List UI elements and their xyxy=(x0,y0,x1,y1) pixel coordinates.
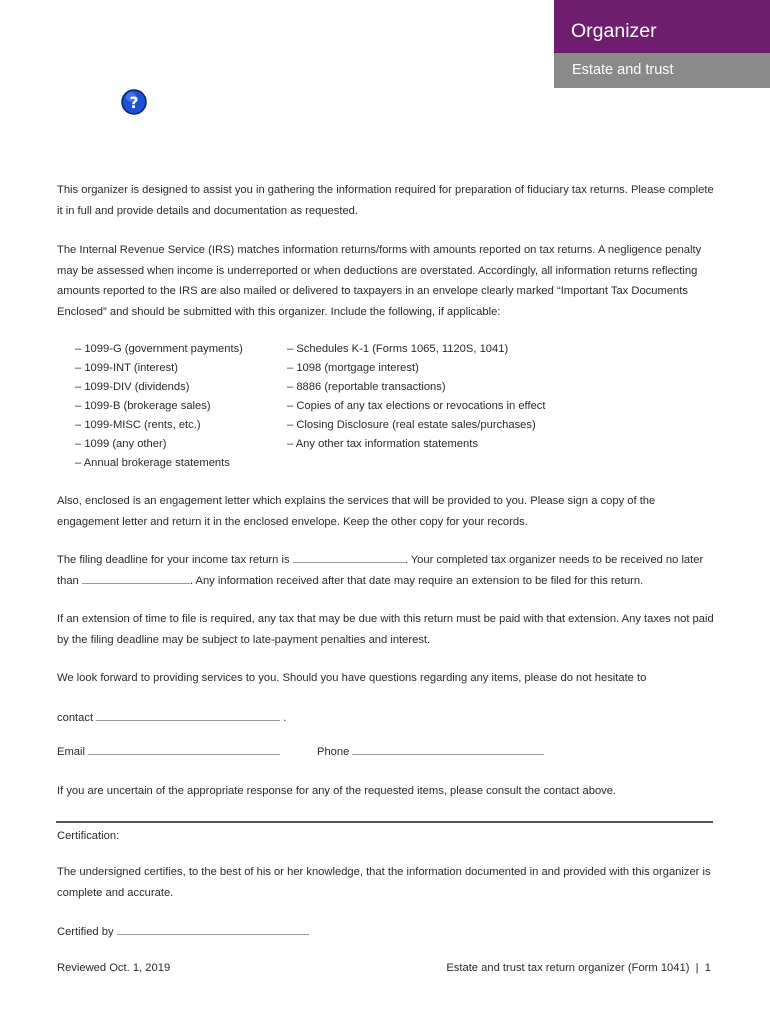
certification-heading: Certification: xyxy=(57,830,120,842)
forward-paragraph: We look forward to providing services to you. Should you have questions regarding any items, please do not hesitate to xyxy=(57,672,647,684)
uncertain-paragraph: If you are uncertain of the appropriate response for any of the requested items, please consult the contact above. xyxy=(57,785,617,797)
list-item: – Annual brokerage statements xyxy=(75,457,230,469)
list-item: – 1098 (mortgage interest) xyxy=(287,362,419,374)
list-item: – 8886 (reportable transactions) xyxy=(287,381,446,393)
receive-by-date-field[interactable] xyxy=(82,571,190,584)
email-field[interactable] xyxy=(88,742,280,755)
deadline-text-c: . Any information received after that date may require an extension to be filed for this return. xyxy=(189,574,644,587)
email-label: Email xyxy=(57,746,85,758)
certification-text: The undersigned certifies, to the best of his or her knowledge, that the information documented in and provided with this organizer is complete and accurate. xyxy=(57,866,711,899)
engagement-paragraph: Also, enclosed is an engagement letter which explains the services that will be provided to you. Please sign a copy of the engagement letter and return it in the enclosed envelope. Keep the other copy for your records. xyxy=(57,495,656,528)
header-box xyxy=(554,0,770,88)
list-item: – 1099-DIV (dividends) xyxy=(75,381,190,393)
extension-paragraph: If an extension of time to file is required, any tax that may be due with this return must be paid with that extension. Any taxes not paid by the filing deadline may be subject to late-payment penalties and interest. xyxy=(57,613,714,646)
phone-label: Phone xyxy=(317,746,350,758)
organizer-title: Organizer xyxy=(554,0,770,53)
email-row xyxy=(57,742,280,758)
footer-reviewed-date: Reviewed Oct. 1, 2019 xyxy=(57,962,171,974)
list-item: – 1099-B (brokerage sales) xyxy=(75,400,211,412)
organizer-subtitle: Estate and trust xyxy=(554,53,770,88)
phone-row xyxy=(317,742,544,758)
documents-list-left xyxy=(75,340,243,473)
contact-field[interactable] xyxy=(96,708,280,721)
list-item: – 1099-MISC (rents, etc.) xyxy=(75,419,201,431)
footer-form-title: Estate and trust tax return organizer (Form 1041) | 1 xyxy=(446,962,711,974)
certified-by-row xyxy=(57,922,309,938)
intro-paragraph: This organizer is designed to assist you in gathering the information required for preparation of fiduciary tax returns. Please complete it in full and provide details and documentation as requested. xyxy=(57,184,714,217)
certified-by-label: Certified by xyxy=(57,926,114,938)
question-mark-icon[interactable] xyxy=(121,89,147,115)
svg-text:?: ? xyxy=(129,93,139,112)
list-item: – 1099-G (government payments) xyxy=(75,343,243,355)
contact-period: . xyxy=(283,712,287,724)
section-divider xyxy=(56,821,713,823)
list-item: – Any other tax information statements xyxy=(287,438,478,450)
list-item: – 1099-INT (interest) xyxy=(75,362,179,374)
list-item: – Closing Disclosure (real estate sales/purchases) xyxy=(287,419,536,431)
filing-deadline-field[interactable] xyxy=(293,550,405,563)
deadline-paragraph xyxy=(57,550,717,591)
phone-field[interactable] xyxy=(352,742,544,755)
list-item: – 1099 (any other) xyxy=(75,438,167,450)
contact-row xyxy=(57,708,286,724)
documents-list-right xyxy=(287,340,546,454)
irs-notice-paragraph: The Internal Revenue Service (IRS) matches information returns/forms with amounts reported on tax returns. A negligence penalty may be assessed when income is underreported or when deductions are overstated. Accordingly, all information returns reflecting amounts reported to the IRS are also mailed or delivered to taxpayers in an envelope clearly marked “Important Tax Documents Enclosed” and should be submitted with this organizer. Include the following, if applicable: xyxy=(57,244,702,318)
certified-by-field[interactable] xyxy=(117,922,309,935)
list-item: – Schedules K-1 (Forms 1065, 1120S, 1041) xyxy=(287,343,509,355)
contact-label: contact xyxy=(57,712,94,724)
deadline-text-b: . Your completed tax organizer needs to be received no later than xyxy=(57,554,704,587)
deadline-text-a: The filing deadline for your income tax return is xyxy=(57,554,293,566)
list-item: – Copies of any tax elections or revocations in effect xyxy=(287,400,546,412)
